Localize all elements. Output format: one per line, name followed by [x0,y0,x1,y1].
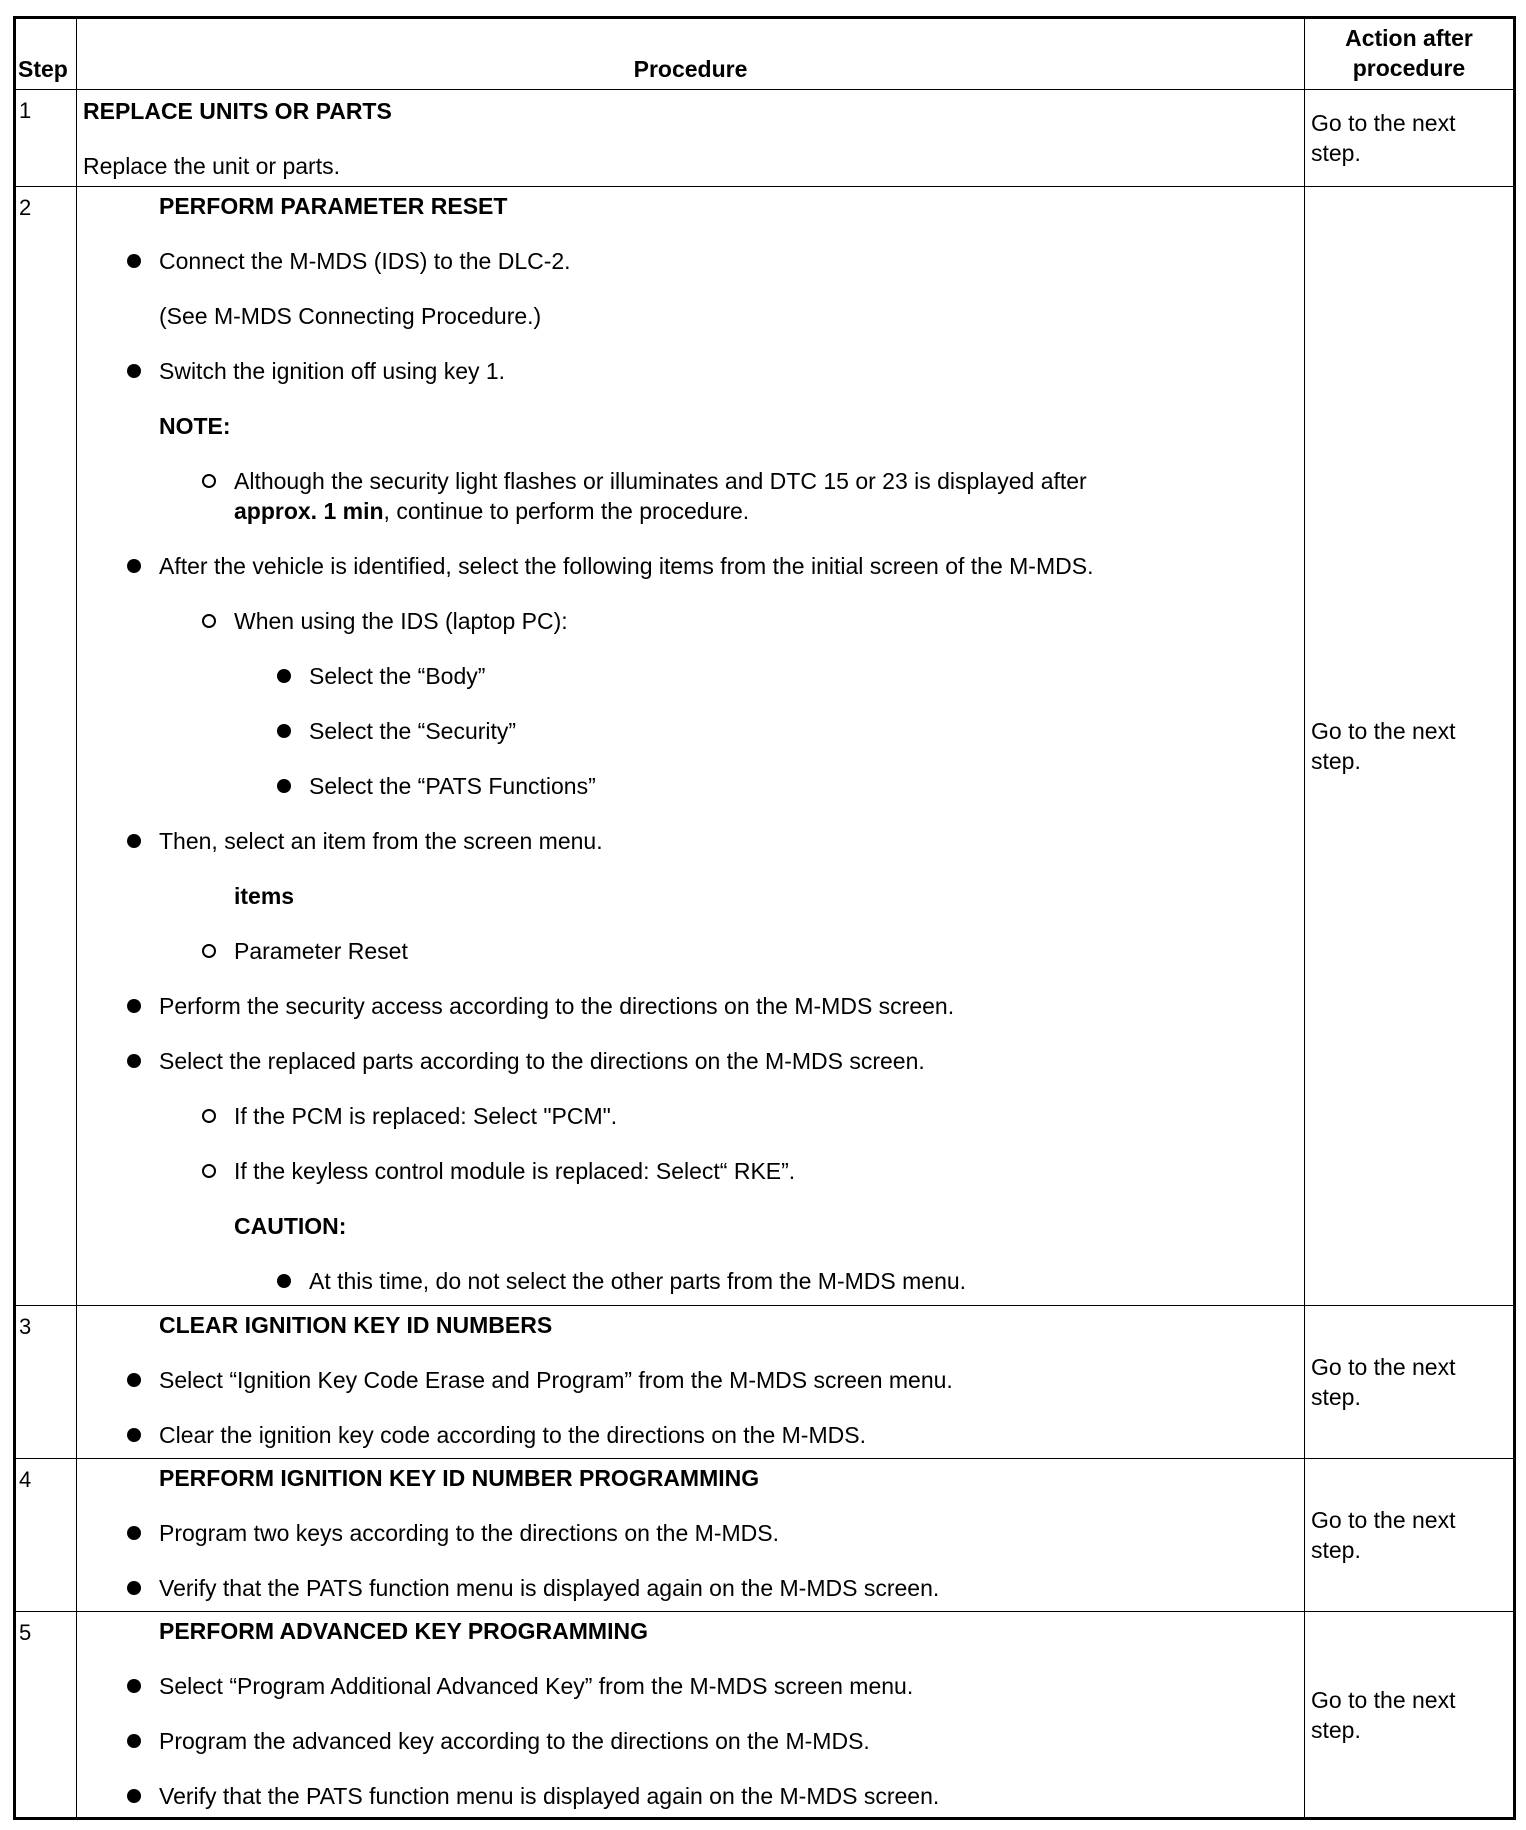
bullet-text: Select “Program Additional Advanced Key” from the M-MDS screen menu. [159,1673,914,1699]
bullet-text: Perform the security access according to the directions on the M-MDS screen. [159,993,955,1019]
ring-bullet-icon [202,944,216,958]
bullet-icon [127,1734,141,1748]
sub-sub-bullet-text: Select the “PATS Functions” [309,773,596,799]
bullet-icon [277,1274,291,1288]
table-row [15,1306,1515,1459]
bullet-text: Program two keys according to the directions on the M-MDS. [159,1520,779,1546]
table-row [15,187,1515,1306]
table-row [15,1612,1515,1819]
note-text-continued [234,498,749,524]
bullet-text: Switch the ignition off using key 1. [159,358,506,384]
sub-bullet-text: Parameter Reset [234,938,408,964]
note-label: NOTE: [159,413,231,439]
header-action [1305,18,1515,90]
bullet-icon [277,669,291,683]
bullet-icon [127,254,141,268]
step-number: 3 [15,1306,77,1459]
bullet-text: Select the replaced parts according to the directions on the M-MDS screen. [159,1048,925,1074]
action-line1: Go to the next [1311,110,1456,136]
header-step: Step [15,18,77,90]
bullet-icon [127,364,141,378]
ring-bullet-icon [202,1109,216,1123]
bullet-icon [127,1373,141,1387]
action-line1: Go to the next [1311,1354,1456,1380]
bullet-text: Connect the M-MDS (IDS) to the DLC-2. [159,248,571,274]
ring-bullet-icon [202,614,216,628]
bullet-icon [127,1581,141,1595]
procedure-text: Replace the unit or parts. [83,153,340,179]
bullet-icon [127,1054,141,1068]
header-action-line2: procedure [1352,55,1466,81]
step-title: PERFORM IGNITION KEY ID NUMBER PROGRAMMING [159,1465,760,1491]
step-title: REPLACE UNITS OR PARTS [83,98,392,124]
action-line1: Go to the next [1311,1507,1456,1533]
step-number: 1 [15,90,77,187]
bullet-icon [127,1789,141,1803]
note-text: Although the security light flashes or illuminates and DTC 15 or 23 is displayed after [234,468,1087,494]
header-row [15,18,1515,90]
procedure-cell [77,1459,1305,1612]
bullet-text: Program the advanced key according to the directions on the M-MDS. [159,1728,870,1754]
action-line2: step. [1311,1537,1361,1563]
action-line1: Go to the next [1311,1686,1456,1713]
step-number: 5 [15,1612,77,1819]
bullet-text: Then, select an item from the screen menu. [159,828,603,854]
ring-bullet-icon [202,474,216,488]
action-line2: step. [1311,1716,1361,1743]
bullet-icon [127,1526,141,1540]
bullet-icon [127,999,141,1013]
caution-text: At this time, do not select the other parts from the M-MDS menu. [309,1268,967,1294]
sub-bullet-text: If the keyless control module is replaced: Select“ RKE”. [234,1158,796,1184]
bullet-icon [277,779,291,793]
sub-sub-bullet-text: Select the “Body” [309,663,486,689]
action-cell [1305,1612,1515,1819]
action-cell [1305,90,1515,187]
bullet-icon [277,724,291,738]
action-cell [1305,1306,1515,1459]
table-row [15,1459,1515,1612]
bullet-text: Clear the ignition key code according to the directions on the M-MDS. [159,1422,866,1448]
bullet-icon [127,1428,141,1442]
table-row [15,90,1515,187]
action-line1: Go to the next [1311,718,1456,744]
step-title: CLEAR IGNITION KEY ID NUMBERS [159,1312,553,1338]
action-line2: step. [1311,748,1361,774]
procedure-table [13,16,1516,1820]
bullet-icon [127,834,141,848]
bullet-text: After the vehicle is identified, select the following items from the initial screen of the M-MDS. [159,553,1094,579]
procedure-cell [77,1612,1305,1819]
action-line2: step. [1311,1384,1361,1410]
ring-bullet-icon [202,1164,216,1178]
items-label: items [234,883,295,909]
step-number: 4 [15,1459,77,1612]
step-title: PERFORM ADVANCED KEY PROGRAMMING [159,1618,648,1644]
bullet-text: Select “Ignition Key Code Erase and Program” from the M-MDS screen menu. [159,1367,953,1393]
bullet-icon [127,559,141,573]
sub-sub-bullet-text: Select the “Security” [309,718,517,744]
bullet-icon [127,1679,141,1693]
bullet-text: Verify that the PATS function menu is displayed again on the M-MDS screen. [159,1575,940,1601]
step-title: PERFORM PARAMETER RESET [159,193,508,219]
procedure-cell [77,187,1305,1306]
action-line2: step. [1311,140,1361,166]
caution-label: CAUTION: [234,1213,347,1239]
procedure-cell [77,90,1305,187]
bullet-note: (See M-MDS Connecting Procedure.) [159,303,542,329]
action-cell [1305,1459,1515,1612]
header-action-line1: Action after [1345,25,1473,51]
note-rest: , continue to perform the procedure. [383,498,750,524]
procedure-cell [77,1306,1305,1459]
note-bold: approx. 1 min [234,498,384,524]
action-cell [1305,187,1515,1306]
sub-bullet-text: If the PCM is replaced: Select "PCM". [234,1103,618,1129]
step-number: 2 [15,187,77,1306]
sub-bullet-text: When using the IDS (laptop PC): [234,608,568,634]
header-procedure: Procedure [77,18,1305,90]
bullet-text: Verify that the PATS function menu is displayed again on the M-MDS screen. [159,1783,940,1809]
